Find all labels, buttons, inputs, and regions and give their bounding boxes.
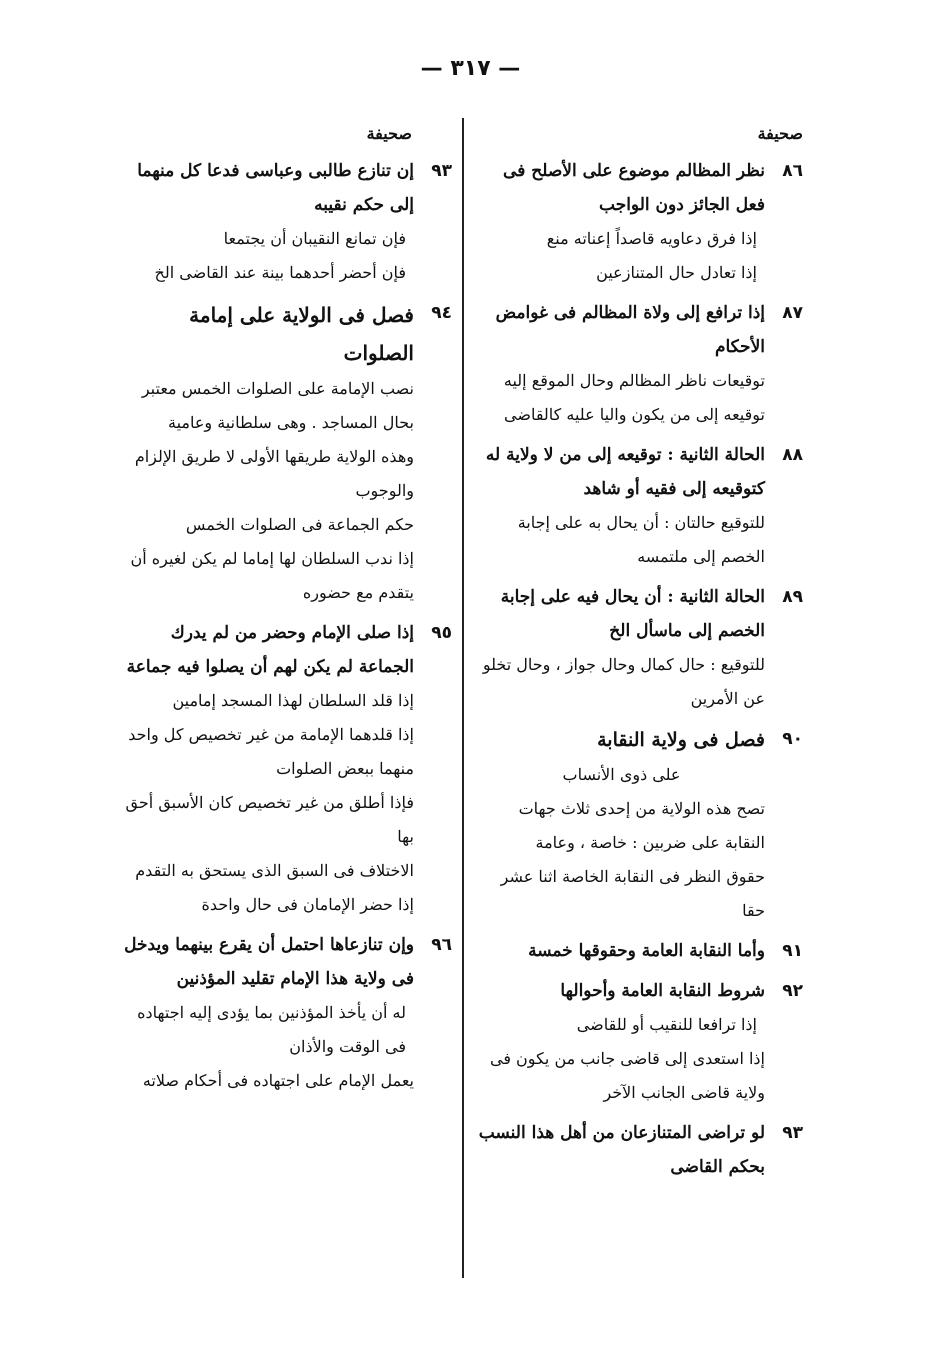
index-entry-96 bbox=[120, 928, 452, 1098]
index-entry-91 bbox=[478, 934, 803, 968]
entry-subtopic: إذا قلدهما الإمامة من غير تخصيص كل واحد منهما ببعض الصلوات bbox=[128, 725, 414, 778]
entry-title: الحالة الثانية : توقيعه إلى من لا ولاية له كتوقيعه إلى فقيه أو شاهد bbox=[485, 445, 765, 499]
entry-subtopic: يعمل الإمام على اجتهاده فى أحكام صلاته bbox=[142, 1071, 414, 1090]
entry-page-number: ٩٦ bbox=[431, 935, 452, 955]
entry-title: وأما النقابة العامة وحقوقها خمسة bbox=[528, 941, 765, 961]
entry-subtopic: إذا قلد السلطان لهذا المسجد إمامين bbox=[172, 691, 414, 710]
entry-page-number: ٩٢ bbox=[782, 981, 803, 1001]
index-entry-88 bbox=[478, 438, 803, 574]
entry-page-number: ٩٠ bbox=[782, 729, 803, 749]
entry-subtopic: الاختلاف فى السبق الذى يستحق به التقدم bbox=[135, 861, 414, 880]
entry-title: إذا ترافع إلى ولاة المظالم فى غوامض الأحكام bbox=[495, 303, 765, 357]
entry-subtopic: وهذه الولاية طريقها الأولى لا طريق الإلزام والوجوب bbox=[134, 447, 414, 500]
entry-title: الحالة الثانية : أن يحال فيه على إجابة الخصم إلى ماسأل الخ bbox=[500, 587, 765, 641]
section-heading: فصل فى ولاية النقابة bbox=[597, 729, 765, 751]
entry-page-number: ٩١ bbox=[782, 941, 803, 961]
entry-subtopic: فإن أحضر أحدهما بينة عند القاضى الخ bbox=[154, 263, 406, 282]
entry-page-number: ٩٣ bbox=[782, 1123, 803, 1143]
entry-subtopic: إذا ندب السلطان لها إماما لم يكن لغيره أن يتقدم مع حضوره bbox=[130, 549, 414, 602]
entry-subtopic: إذا استعدى إلى قاضى جانب من يكون فى ولاية قاضى الجانب الآخر bbox=[489, 1049, 765, 1102]
column-divider bbox=[462, 118, 464, 1278]
section-subheading: على ذوى الأنساب bbox=[562, 765, 681, 784]
index-entry-95 bbox=[120, 616, 452, 922]
index-entry-94 bbox=[120, 296, 452, 610]
entry-title: شروط النقابة العامة وأحوالها bbox=[560, 981, 765, 1001]
entry-page-number: ٩٥ bbox=[431, 623, 452, 643]
entry-subtopic: فإذا أطلق من غير تخصيص كان الأسبق أحق بها bbox=[125, 793, 414, 846]
section-heading: فصل فى الولاية على إمامة الصلوات bbox=[189, 303, 414, 365]
index-entry-89 bbox=[478, 580, 803, 716]
column-header-left: صحيفة bbox=[366, 124, 412, 143]
entry-subtopic: له أن يأخذ المؤذنين بما يؤدى إليه اجتهاده فى الوقت والأذان bbox=[137, 1003, 406, 1056]
entry-subtopic: إذا حضر الإمامان فى حال واحدة bbox=[201, 895, 414, 914]
index-column-left bbox=[120, 118, 452, 1104]
entry-subtopic: للتوقيع : حال كمال وحال جواز ، وحال تخلو عن الأمرين bbox=[482, 655, 765, 708]
index-entry-92 bbox=[478, 974, 803, 1110]
entry-page-number: ٨٦ bbox=[782, 161, 803, 181]
entry-subtopic: إذا فرق دعاويه قاصداً إعناته منع bbox=[546, 229, 757, 248]
index-entry-90 bbox=[478, 722, 803, 928]
entry-subtopic: نصب الإمامة على الصلوات الخمس معتبر بحال المساجد . وهى سلطانية وعامية bbox=[141, 379, 414, 432]
entry-page-number: ٩٣ bbox=[431, 161, 452, 181]
entry-subtopic: إذا تعادل حال المتنازعين bbox=[596, 263, 757, 282]
entry-page-number: ٨٩ bbox=[782, 587, 803, 607]
index-column-right bbox=[478, 118, 803, 1190]
entry-title: وإن تنازعاها احتمل أن يقرع بينهما ويدخل فى ولاية هذا الإمام تقليد المؤذنين bbox=[124, 935, 414, 989]
entry-subtopic: حكم الجماعة فى الصلوات الخمس bbox=[185, 515, 414, 534]
index-entry-93b bbox=[120, 154, 452, 290]
entry-subtopic: حقوق النظر فى النقابة الخاصة اثنا عشر حقا bbox=[500, 867, 765, 920]
entry-subtopic: النقابة على ضربين : خاصة ، وعامة bbox=[535, 833, 765, 852]
entry-title: لو تراضى المتنازعان من أهل هذا النسب بحكم القاضى bbox=[478, 1123, 765, 1177]
entry-subtopic: توقيعات ناظر المظالم وحال الموقع إليه bbox=[503, 371, 765, 390]
entry-subtopic: تصح هذه الولاية من إحدى ثلاث جهات bbox=[518, 799, 765, 818]
entry-title: نظر المظالم موضوع على الأصلح فى فعل الجائز دون الواجب bbox=[503, 161, 765, 215]
entry-title: إذا صلى الإمام وحضر من لم يدرك الجماعة لم يكن لهم أن يصلوا فيه جماعة bbox=[126, 623, 414, 677]
entry-page-number: ٨٨ bbox=[782, 445, 803, 465]
index-entry-93 bbox=[478, 1116, 803, 1184]
index-entry-87 bbox=[478, 296, 803, 432]
entry-title: إن تنازع طالبى وعباسى فدعا كل منهما إلى حكم نقيبه bbox=[137, 161, 414, 215]
entry-subtopic: إذا ترافعا للنقيب أو للقاضى bbox=[576, 1015, 757, 1034]
entry-subtopic: توقيعه إلى من يكون واليا عليه كالقاضى bbox=[504, 405, 765, 424]
page-number: — ٣١٧ — bbox=[420, 56, 521, 81]
entry-subtopic: للتوقيع حالتان : أن يحال به على إجابة الخصم إلى ملتمسه bbox=[517, 513, 765, 566]
entry-page-number: ٩٤ bbox=[431, 303, 452, 323]
column-header-right: صحيفة bbox=[757, 124, 803, 143]
index-entry-86 bbox=[478, 154, 803, 290]
entry-subtopic: فإن تمانع النقيبان أن يجتمعا bbox=[223, 229, 406, 248]
entry-page-number: ٨٧ bbox=[782, 303, 803, 323]
